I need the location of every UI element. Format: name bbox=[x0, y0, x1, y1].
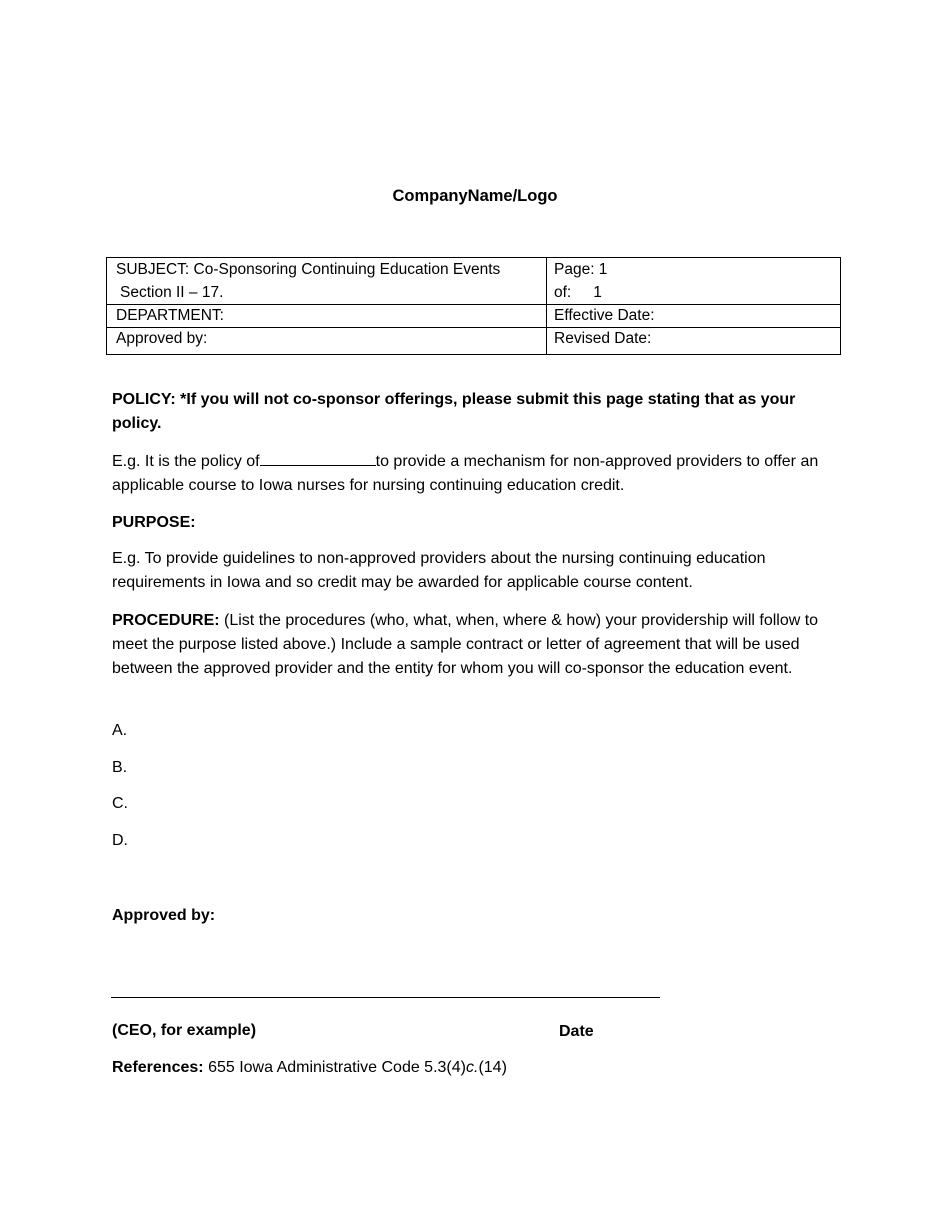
table-row-divider bbox=[107, 304, 840, 305]
approved-by-heading: Approved by: bbox=[112, 907, 216, 924]
effective-date-cell: Effective Date: bbox=[554, 307, 655, 324]
references-text-end: (14) bbox=[478, 1059, 507, 1076]
policy-example-end: to provide a mechanism for non-approved providers to offer an applicable course to Iowa nurses for nursing continuing education credit. bbox=[112, 453, 819, 494]
references-text-italic: c. bbox=[465, 1059, 479, 1076]
references-line bbox=[112, 1056, 837, 1080]
table-column-divider bbox=[546, 258, 547, 354]
page-total-cell bbox=[554, 284, 602, 302]
policy-info-table bbox=[106, 257, 841, 355]
section-cell: Section II – 17. bbox=[120, 284, 224, 301]
company-logo-placeholder: CompanyName/Logo bbox=[392, 187, 558, 205]
revised-date-cell: Revised Date: bbox=[554, 330, 652, 347]
procedure-item-c: C. bbox=[112, 795, 128, 812]
procedure-heading: PROCEDURE: bbox=[112, 612, 220, 629]
procedure-item-a: A. bbox=[112, 722, 128, 739]
purpose-text: E.g. To provide guidelines to non-approved providers about the nursing continuing education requirements in Iowa and so credit may be awarded for applicable course content. bbox=[112, 550, 766, 591]
approved-by-cell: Approved by: bbox=[116, 330, 208, 347]
policy-heading: POLICY: *If you will not co-sponsor offerings, please submit this page stating that as your policy. bbox=[112, 391, 796, 432]
references-label: References: bbox=[112, 1059, 204, 1076]
of-label: of: bbox=[554, 284, 572, 301]
date-caption: Date bbox=[559, 1023, 594, 1040]
procedure-item-d: D. bbox=[112, 832, 128, 849]
organization-name-blank bbox=[260, 451, 376, 466]
signature-line bbox=[111, 997, 660, 998]
table-row-divider bbox=[107, 327, 840, 328]
signer-caption: (CEO, for example) bbox=[112, 1022, 257, 1039]
procedure-text: (List the procedures (who, what, when, where & how) your providership will follow to meet the purpose listed above.) Include a sample contract or letter of agreement that will be used between the approved provider and the entity for whom you will co-sponsor the education event. bbox=[112, 612, 819, 677]
page-cell: Page: 1 bbox=[554, 261, 608, 278]
policy-example-start: E.g. It is the policy of bbox=[112, 453, 260, 470]
procedure-paragraph bbox=[112, 609, 837, 681]
purpose-heading: PURPOSE: bbox=[112, 514, 196, 531]
subject-cell: SUBJECT: Co-Sponsoring Continuing Education Events bbox=[116, 261, 501, 278]
procedure-item-b: B. bbox=[112, 759, 128, 776]
policy-example bbox=[112, 450, 837, 498]
department-cell: DEPARTMENT: bbox=[116, 307, 224, 324]
of-value: 1 bbox=[593, 284, 602, 301]
references-text-start: 655 Iowa Administrative Code 5.3(4) bbox=[208, 1059, 466, 1076]
